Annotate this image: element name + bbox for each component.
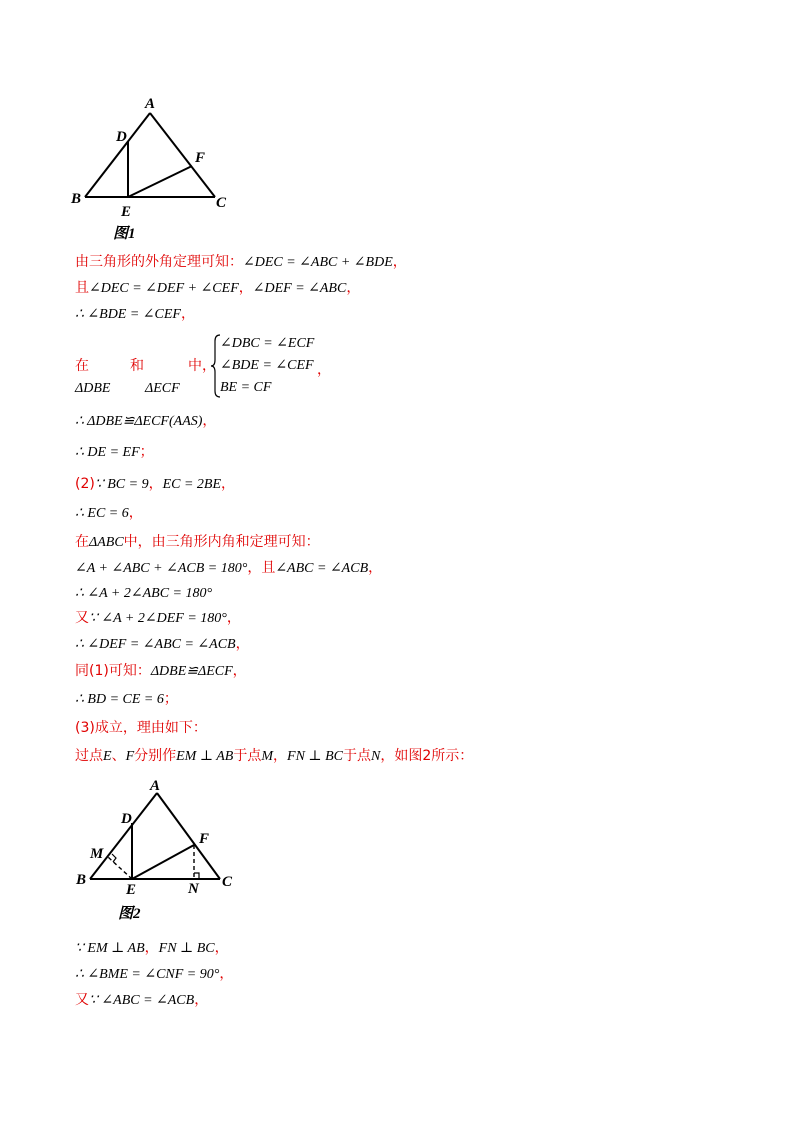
punct: ， xyxy=(238,280,253,296)
formula: ∠ABC = ∠ACB xyxy=(275,561,369,576)
text: 由三角形的外角定理可知： xyxy=(75,254,243,270)
formula: ∵ ∠A + 2∠DEF = 180° xyxy=(89,611,227,626)
formula: ∴ ∠A + 2∠ABC = 180° xyxy=(75,586,213,601)
equation-3: BE = CF xyxy=(220,380,272,395)
text-zai: 在 xyxy=(75,358,89,374)
formula: ∴ ∠BDE = ∠CEF xyxy=(75,307,181,322)
label-b: B xyxy=(71,191,82,207)
formula: ΔABC xyxy=(89,535,124,550)
line-19 xyxy=(75,965,233,984)
punct: ， xyxy=(221,476,236,492)
triangle-ecf: ΔECF xyxy=(145,381,180,396)
label-f: F xyxy=(195,150,206,166)
punct: ， xyxy=(214,940,229,956)
line-2 xyxy=(75,279,360,298)
point-m: M xyxy=(261,749,274,764)
text: 过点 xyxy=(75,748,103,764)
text: 于点 xyxy=(342,748,371,764)
formula: ΔDBE≌ΔECF xyxy=(150,664,233,679)
label-a: A xyxy=(150,778,161,794)
label-d: D xyxy=(116,129,127,145)
formula: ∴ BD = CE = 6 xyxy=(75,692,164,707)
punct: ， xyxy=(180,306,195,322)
text: (3)成立，理由如下： xyxy=(75,720,207,736)
label-b: B xyxy=(76,872,87,888)
line-10 xyxy=(75,559,382,578)
text: 分别作 xyxy=(134,748,177,764)
segment-ef xyxy=(132,845,194,879)
label-e: E xyxy=(126,882,137,898)
segment-ab xyxy=(90,793,157,879)
label-m: M xyxy=(90,846,104,862)
punct: ， xyxy=(219,966,234,982)
figure-1 xyxy=(65,92,245,247)
segment-ab xyxy=(85,113,150,197)
label-n: N xyxy=(188,881,199,897)
formula: ∴ DE = EF xyxy=(75,445,140,460)
text: ，如图2所示： xyxy=(380,748,474,764)
point-e: E xyxy=(103,749,112,764)
figure-2 xyxy=(70,772,250,927)
line-7 xyxy=(75,475,235,494)
line-1 xyxy=(75,253,407,272)
punct: ， xyxy=(346,280,361,296)
triangle-dbe: ΔDBE xyxy=(75,381,111,396)
punct: ； xyxy=(163,691,178,707)
text: 同(1)可知： xyxy=(75,663,151,679)
formula: FN ⊥ BC xyxy=(287,749,343,764)
formula: ∵ EM ⊥ AB xyxy=(75,941,145,956)
punct: ， xyxy=(226,610,241,626)
punct: ， xyxy=(232,663,247,679)
segment-em-dashed xyxy=(108,857,132,879)
figure-2-caption: 图2 xyxy=(118,906,141,922)
text: 、 xyxy=(111,748,126,764)
line-5 xyxy=(75,412,216,431)
figure-1-caption: 图1 xyxy=(113,226,136,242)
text: 又 xyxy=(75,610,89,626)
line-9 xyxy=(75,533,320,552)
formula: ∠A + ∠ABC + ∠ACB = 180° xyxy=(75,561,248,576)
line-8 xyxy=(75,504,143,523)
right-angle-mark-m xyxy=(112,854,116,862)
point-n: N xyxy=(370,749,381,764)
label-f: F xyxy=(199,831,210,847)
segment-ac xyxy=(150,113,215,197)
text: 在 xyxy=(75,534,89,550)
segment-ef xyxy=(128,166,192,197)
point-f: F xyxy=(125,749,135,764)
text-zhong: 中， xyxy=(188,358,216,374)
formula: ∠DEC = ∠ABC + ∠BDE xyxy=(243,255,393,270)
formula: ∴ ∠DEF = ∠ABC = ∠ACB xyxy=(75,637,236,652)
punct: ； xyxy=(139,444,154,460)
label-c: C xyxy=(222,874,233,890)
formula: ∠DEF = ∠ABC xyxy=(252,281,347,296)
formula: ∴ ΔDBE≌ΔECF(AAS) xyxy=(75,414,203,429)
line-11 xyxy=(75,584,212,603)
text: 又 xyxy=(75,992,89,1008)
formula: ∵ ∠ABC = ∠ACB xyxy=(89,993,195,1008)
formula: EM ⊥ AB xyxy=(176,749,234,764)
formula: EC = 2BE xyxy=(162,477,222,492)
label-e: E xyxy=(121,204,132,220)
formula: ∠DEC = ∠DEF + ∠CEF xyxy=(89,281,239,296)
punct: ， xyxy=(128,505,143,521)
punct: ， xyxy=(202,413,217,429)
text: 于点 xyxy=(233,748,262,764)
line-16 xyxy=(75,719,207,737)
line-18 xyxy=(75,939,229,958)
text: ，且 xyxy=(247,560,276,576)
line-20 xyxy=(75,991,208,1010)
line-13 xyxy=(75,635,250,654)
text: 且 xyxy=(75,280,89,296)
punct: ， xyxy=(317,362,331,378)
punct: ， xyxy=(392,254,407,270)
punct: ， xyxy=(144,940,159,956)
punct: ， xyxy=(148,476,163,492)
equation-1: ∠DBC = ∠ECF xyxy=(220,336,315,351)
punct: ， xyxy=(368,560,383,576)
label-d: D xyxy=(121,811,132,827)
formula: ∴ EC = 6 xyxy=(75,506,129,521)
line-17 xyxy=(75,747,473,766)
text: 中，由三角形内角和定理可知： xyxy=(123,534,320,550)
label-c: C xyxy=(216,195,227,211)
line-12 xyxy=(75,609,241,628)
punct: ， xyxy=(194,992,209,1008)
line-14 xyxy=(75,662,247,681)
formula: FN ⊥ BC xyxy=(158,941,215,956)
punct: ， xyxy=(235,636,250,652)
system-equations xyxy=(220,333,314,399)
equation-2: ∠BDE = ∠CEF xyxy=(220,358,314,373)
text: ， xyxy=(273,748,288,764)
congruence-system xyxy=(75,333,475,399)
segment-ac xyxy=(157,793,220,879)
line-6 xyxy=(75,443,154,462)
line-15 xyxy=(75,690,178,709)
label-a: A xyxy=(145,96,156,112)
formula: ∵ BC = 9 xyxy=(94,477,149,492)
text: (2) xyxy=(75,476,95,492)
text-he: 和 xyxy=(130,358,144,374)
formula: ∴ ∠BME = ∠CNF = 90° xyxy=(75,967,220,982)
line-3 xyxy=(75,305,195,324)
